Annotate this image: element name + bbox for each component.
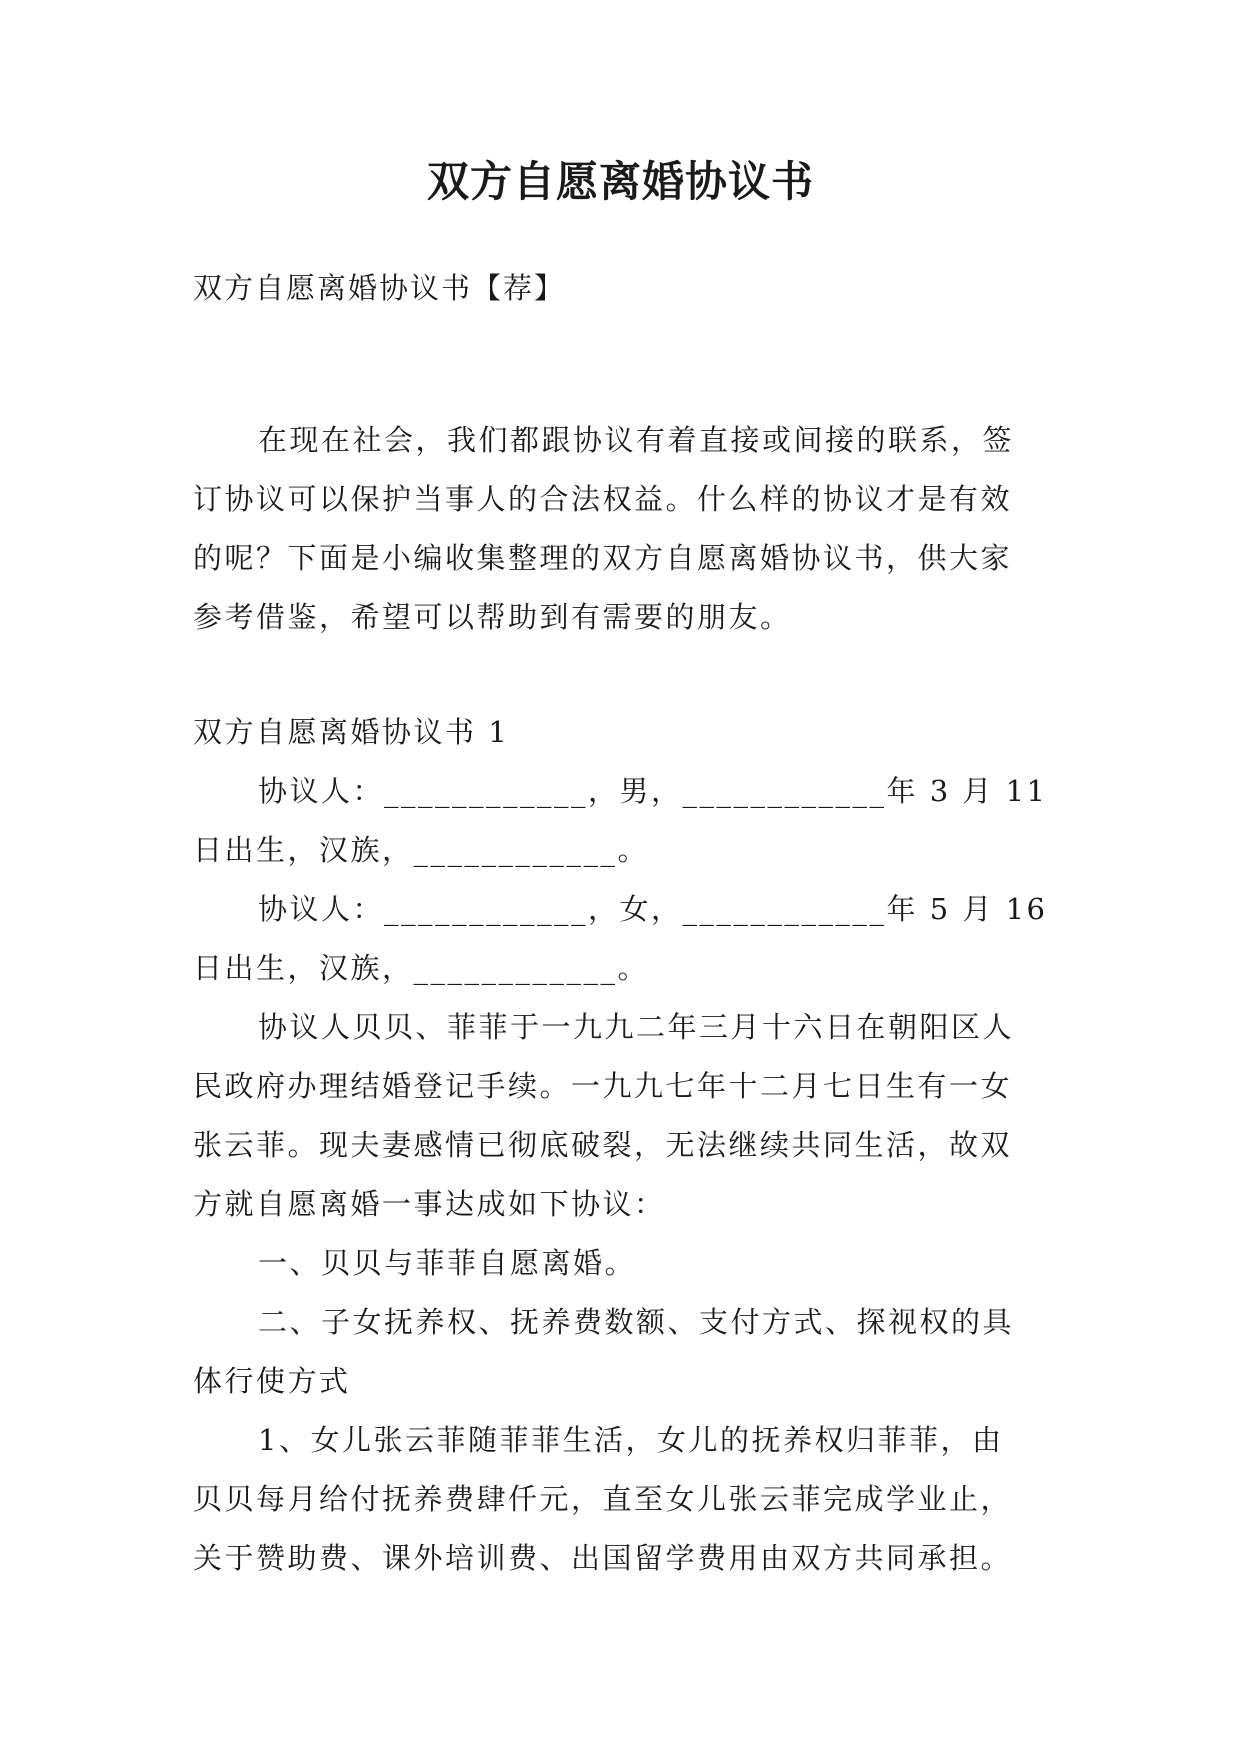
party-male-line: 协议人：____________，男，____________年 3 月 11 (258, 774, 1048, 808)
section-title: 双方自愿离婚协议书 1 (193, 715, 510, 749)
intro-line: 的呢？下面是小编收集整理的双方自愿离婚协议书，供大家 (193, 541, 1013, 575)
intro-line: 在现在社会，我们都跟协议有着直接或间接的联系，签 (258, 423, 1015, 457)
marriage-facts-line: 方就自愿离婚一事达成如下协议： (193, 1187, 666, 1221)
intro-line: 订协议可以保护当事人的合法权益。什么样的协议才是有效 (193, 482, 1013, 516)
document-title: 双方自愿离婚协议书 (426, 157, 814, 206)
marriage-facts-line: 民政府办理结婚登记手续。一九九七年十二月七日生有一女 (193, 1069, 1013, 1103)
party-male-line-cont: 日出生，汉族，____________。 (193, 833, 650, 867)
intro-paragraph (193, 411, 1063, 647)
clause-two-item-one-cont: 关于赞助费、课外培训费、出国留学费用由双方共同承担。 (193, 1541, 1013, 1575)
clause-two-item-one-cont: 贝贝每月给付抚养费肆仟元，直至女儿张云菲完成学业止， (193, 1482, 1013, 1516)
clause-two-item-one: 1、女儿张云菲随菲菲生活，女儿的抚养权归菲菲，由 (258, 1423, 1004, 1457)
marriage-facts-line: 协议人贝贝、菲菲于一九九二年三月十六日在朝阳区人 (258, 1010, 1015, 1044)
clause-two-cont: 体行使方式 (193, 1364, 351, 1398)
document-subtitle: 双方自愿离婚协议书【荐】 (193, 271, 566, 305)
marriage-facts-line: 张云菲。现夫妻感情已彻底破裂，无法继续共同生活，故双 (193, 1128, 1013, 1162)
clause-one: 一、贝贝与菲菲自愿离婚。 (258, 1246, 637, 1280)
party-female-line-cont: 日出生，汉族，____________。 (193, 951, 650, 985)
intro-line: 参考借鉴，希望可以帮助到有需要的朋友。 (193, 600, 792, 634)
clause-two: 二、子女抚养权、抚养费数额、支付方式、探视权的具 (258, 1305, 1015, 1339)
agreement-body (193, 703, 1063, 1588)
party-female-line: 协议人：____________，女，____________年 5 月 16 (258, 892, 1048, 926)
